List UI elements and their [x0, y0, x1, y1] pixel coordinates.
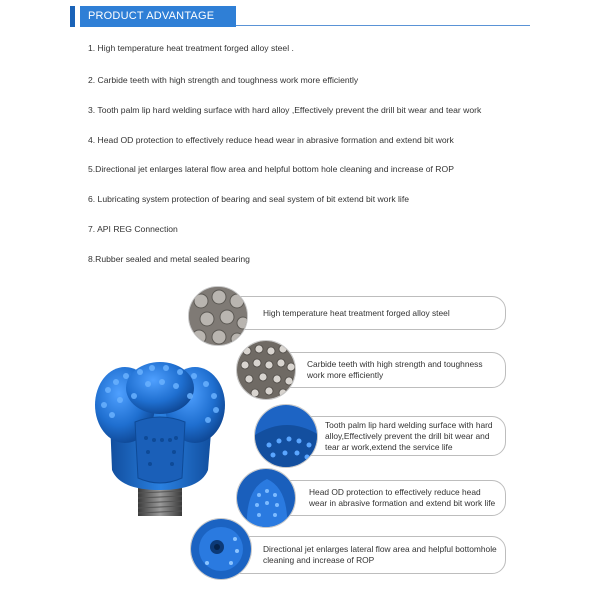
- directional-jet-photo-icon: [190, 518, 252, 580]
- header-accent-bar: [70, 6, 75, 27]
- feature-text: cleaning and increase of ROP: [263, 555, 375, 565]
- feature-text: work more efficiently: [307, 370, 384, 380]
- feature-text: Directional jet enlarges lateral flow area and helpful bottomhole: [263, 544, 497, 554]
- advantage-item: 3. Tooth palm lip hard welding surface with hard alloy ,Effectively prevent the drill bit wear and tear work: [88, 105, 482, 115]
- feature-text: High temperature heat treatment forged alloy steel: [263, 307, 450, 318]
- advantage-item: 7. API REG Connection: [88, 224, 178, 234]
- feature-text: Carbide teeth with high strength and toughness: [307, 359, 483, 369]
- advantage-item: 6. Lubricating system protection of bearing and seal system of bit extend bit work life: [88, 194, 409, 204]
- feature-text: Head OD protection to effectively reduce head: [309, 487, 481, 497]
- section-title: PRODUCT ADVANTAGE: [80, 6, 236, 27]
- advantage-item: 4. Head OD protection to effectively reduce head wear in abrasive formation and extend bit work: [88, 135, 454, 145]
- tooth-palm-photo-icon: [254, 404, 318, 468]
- advantage-item: 2. Carbide teeth with high strength and toughness work more efficiently: [88, 75, 359, 85]
- tricone-bit-image: [90, 360, 230, 520]
- forged-steel-photo-icon: [188, 286, 248, 346]
- advantage-item: 1. High temperature heat treatment forged alloy steel .: [88, 43, 294, 53]
- feature-text: alloy,Effectively prevent the drill bit wear and: [325, 430, 490, 441]
- feature-callout: [266, 480, 506, 516]
- feature-text: wear in abrasive formation and extend bit work life: [309, 498, 496, 508]
- feature-text: Tooth palm lip hard welding surface with hard: [325, 419, 493, 430]
- advantage-item: 5.Directional jet enlarges lateral flow area and helpful bottom hole cleaning and increase of ROP: [88, 164, 454, 174]
- feature-text: tear ar work,extend the service life: [325, 441, 453, 452]
- feature-callout: [226, 296, 506, 330]
- feature-callout: [222, 536, 506, 574]
- carbide-teeth-photo-icon: [236, 340, 296, 400]
- head-od-photo-icon: [236, 468, 296, 528]
- advantage-item: 8.Rubber sealed and metal sealed bearing: [88, 254, 250, 264]
- header-divider: [236, 25, 530, 26]
- feature-callout: [262, 352, 506, 388]
